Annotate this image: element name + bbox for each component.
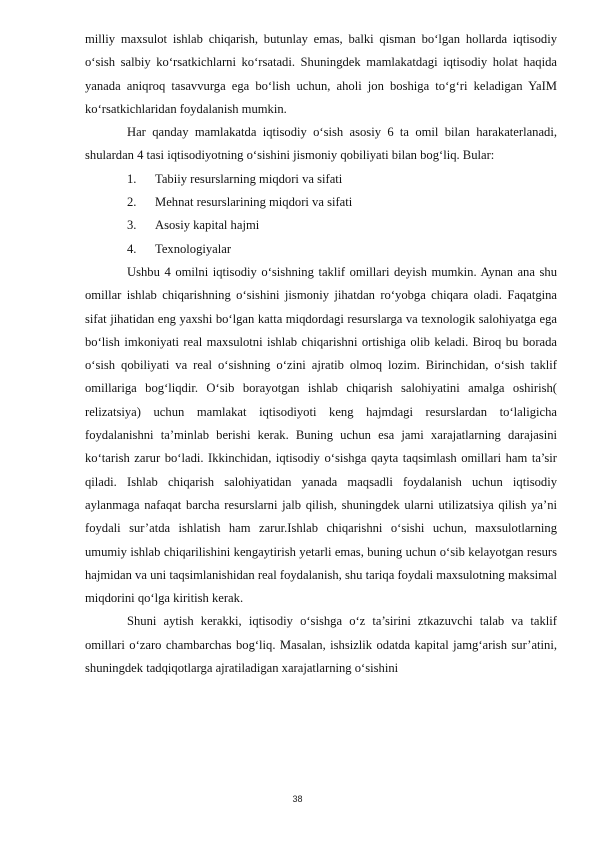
list-number: 2. — [127, 195, 137, 210]
list-number: 1. — [127, 171, 137, 186]
paragraph-3: Ushbu 4 omilni iqtisodiy o‘sishning taklif omillari deyish mumkin. Aynan ana shu omillar ishlab chiqarishning o‘sishini jismoniy jihatdan ro‘yobga chiqara oladi. Faqatgina sifat jihatidan eng yaxshi bo‘lgan katta miqdordagi resurslarga va texnologik salohiyatga ega bo‘lish imkoniyati real maxsulotni ishlab chiqarishni ortishiga olib keladi. Biroq bu borada o‘sish qobiliyati va real o‘sishning o‘zini ajratib olmoq lozim. Birinchidan, o‘sish taklif omillariga bog‘liqdir. O‘sib borayotgan ishlab chiqarish salohiyatini amalga oshirish( relizatsiya) uchun mamlakat iqtisodiyoti keng hajmdagi resurslardan to‘laligicha foydalanishni ta’minlab berishi kerak. Buning uchun esa jami xarajatlarning darajasini ko‘tarish zarur bo‘ladi. Ikkinchidan, iqtisodiy o‘sishga qayta taqsimlash omillari ham ta’sir qiladi. Ishlab chiqarish salohiyatidan yanada maqsadli foydalanish uchun iqtisodiy aylanmaga nafaqat barcha resurslarni jalb qilish, shuningdek ularni utilizatsiya qilish ya’ni foydali sur’atda ishlatish ham zarur.Ishlab chiqarishni o‘sishi uchun, maxsulotlarning umumiy ishlab chiqarilishini kengaytirish yetarli emas, buning uchun o‘sib kelayotgan resurs hajmidan va uni taqsimlanishidan real foydalanish, shu tariqa foydali maxsulotning maksimal miqdorini qo‘lga kiritish kerak. — [85, 264, 557, 606]
list-number: 3. — [127, 218, 137, 233]
list-text: Tabiiy resurslarning miqdori va sifati — [155, 171, 343, 186]
list-number: 4. — [127, 241, 137, 256]
document-page — [85, 28, 557, 680]
list-text: Asosiy kapital hajmi — [155, 218, 260, 233]
paragraph-4: Shuni aytish kerakki, iqtisodiy o‘sishga o‘z ta’sirini ztkazuvchi talab va taklif omillari o‘zaro chambarchas bog‘liq. Masalan, ishsizlik odatda kapital jamg‘arish sur’atini, shuningdek tadqiqotlarga ajratiladigan xarajatlarning o‘sishini — [85, 614, 557, 676]
list-text: Mehnat resurslarining miqdori va sifati — [155, 195, 353, 210]
page-number: 38 — [292, 794, 303, 804]
paragraph-2: Har qanday mamlakatda iqtisodiy o‘sish asosiy 6 ta omil bilan harakaterlanadi, shulardan 4 tasi iqtisodiyotning o‘sishini jismoniy qobiliyati bilan bog‘liq. Bular: — [85, 125, 557, 163]
factor-list — [85, 168, 557, 261]
list-item — [85, 168, 557, 191]
list-item — [85, 214, 557, 237]
list-text: Texnologiyalar — [155, 241, 232, 256]
list-item — [85, 191, 557, 214]
list-item — [85, 238, 557, 261]
paragraph-1: milliy maxsulot ishlab chiqarish, butunlay emas, balki qisman bo‘lgan hollarda iqtisodiy o‘sish salbiy ko‘rsatkichlarni ko‘rsatadi. Shuningdek mamlakatdagi iqtisodiy holat haqida yanada aniqroq tasavvurga ega bo‘lish uchun, aholi jon boshiga to‘g‘ri keladigan YaIM ko‘rsatkichlaridan foydalanish mumkin. — [85, 32, 557, 116]
